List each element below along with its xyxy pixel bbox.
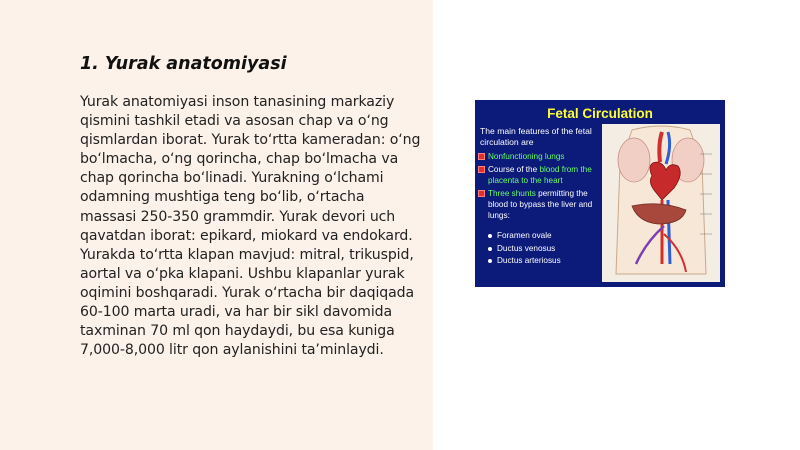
item-highlight: Nonfunctioning lungs [488,152,565,161]
list-item [478,188,603,221]
item-prefix: Course of the [488,165,540,174]
shunt-label: Ductus venosus [497,243,556,253]
list-item [478,151,603,162]
item-highlight: Three shunts [488,189,536,198]
square-bullet-icon [478,166,485,173]
list-item [478,164,603,186]
circulation-illustration [602,124,720,282]
dot-bullet-icon [488,247,492,251]
item-rest: permitting the blood to bypass the liver and lungs: [488,189,593,220]
dot-bullet-icon [488,259,492,263]
shunt-label: Ductus arteriosus [497,256,561,266]
dot-bullet-icon [488,234,492,238]
shunts-list [487,230,561,268]
shunt-label: Foramen ovale [497,231,552,240]
slide-features-list [478,151,603,223]
section-heading: 1. Yurak anatomiyasi [80,54,287,74]
list-item [487,230,561,243]
list-item [487,255,561,268]
fetal-circulation-slide-image [475,100,725,287]
slide-intro: The main features of the fetal circulation are [480,126,592,148]
section-paragraph: Yurak anatomiyasi inson tanasining markaziy qismini tashkil etadi va asosan chap va o‘ng qismlardan iborat. Yurak to‘rtta kameradan: o‘ng bo‘lmacha, o‘ng qorincha, chap bo‘lmacha va chap qorincha bo‘linadi. Yurakning o‘lchami odamning mushtiga teng bo‘lib, o‘rtacha massasi 250-350 grammdir. Yurak devori uch qavatdan iborat: epikard, miokard va endokard. Yurakda to‘rtta klapan mavjud: mitral, trikuspid, aortal va o‘pka klapani. Ushbu klapanlar yurak oqimini boshqaradi. Yurak o‘rtacha bir daqiqada 60-100 marta uradi, va har bir sikl davomida taxminan 70 ml qon haydaydi, bu esa kuniga 7,000-8,000 litr qon aylanishini ta’minlaydi. [80,94,421,359]
item-highlight: blood from the placenta to the heart [488,165,592,185]
list-item [487,243,561,256]
square-bullet-icon [478,190,485,197]
square-bullet-icon [478,153,485,160]
slide-title: Fetal Circulation [547,106,653,121]
circulation-diagram-image [602,124,720,282]
